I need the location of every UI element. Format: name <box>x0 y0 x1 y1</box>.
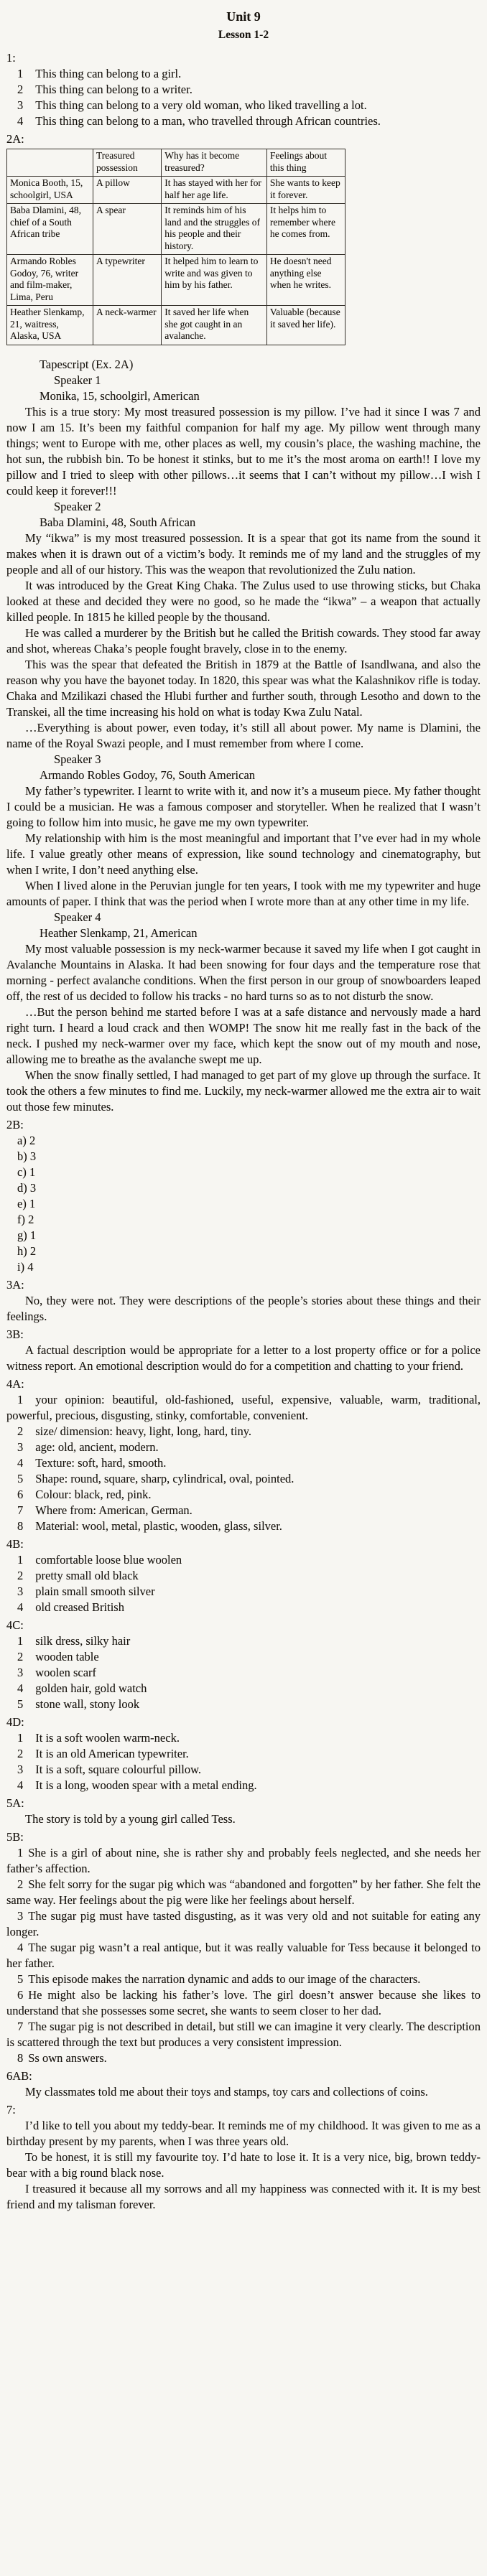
speaker-heading: Speaker 2 <box>54 499 101 513</box>
list-item <box>6 1730 481 1746</box>
paragraph: …But the person behind me started before I was at a safe distance and nervously made a hard right turn. I heard a loud crack and then WOMP! The snow hit me really fast in the back of the neck. I pushed my neck-warmer over my face, which kept the snow out of my mouth and nose, allowing me to breathe as the avalanche swept me up. <box>6 1004 481 1066</box>
list-item-text: This thing can belong to a very old woman, who liked travelling a lot. <box>35 98 367 112</box>
paragraph: My most valuable possession is my neck-warmer because it saved my life when I got caught in Avalanche Mountains in Alaska. It had been snowing for four days and the temperature rose that morning - perfect avalanche conditions. When the first person in our group of snowboarders leaped off, the rest of us decided to follow his tracks - no hard turns so as to not disturb the snow. <box>6 941 481 1003</box>
list-item <box>6 1762 481 1778</box>
list-item-text: This episode makes the narration dynamic and adds to our image of the characters. <box>28 1971 421 1986</box>
list-item <box>6 1600 481 1615</box>
list-item-text: Texture: soft, hard, smooth. <box>35 1455 167 1470</box>
table-cell: It has stayed with her for half her age life. <box>162 177 267 204</box>
list-item <box>6 82 481 98</box>
table-cell: A typewriter <box>93 255 162 306</box>
section-label: 1: <box>6 51 16 65</box>
list-item <box>6 1649 481 1665</box>
list-item-number: 4 <box>17 1940 24 1954</box>
list-item-number: 5 <box>17 1471 24 1485</box>
list-item-text: old creased British <box>35 1600 124 1614</box>
list-item-text: The sugar pig is not described in detail, but still we can imagine it very clearly. The description is scattered through the text but produces a very consistent impression. <box>6 2019 481 2049</box>
paragraph: My father’s typewriter. I learnt to write with it, and now it’s a museum piece. My father thought I could be a musician. He was a famous composer and storyteller. When he realized that I wasn’t going to follow him into music, he gave me my own typewriter. <box>6 783 481 829</box>
section-label: 5A: <box>6 1796 24 1810</box>
table-header-cell <box>7 149 93 177</box>
list-item-number: 7 <box>17 1503 24 1517</box>
list-item-text: plain small smooth silver <box>35 1584 155 1598</box>
list-item-text: your opinion: beautiful, old-fashioned, useful, expensive, valuable, warm, traditional, powerful, precious, disgusting, stinky, comfortable, convenient. <box>6 1392 481 1422</box>
paragraph: …Everything is about power, even today, it’s still all about power. My name is Dlamini, the name of the Royal Swazi people, and I must remember from where I come. <box>6 720 481 750</box>
table-row <box>7 255 345 306</box>
section-label: 5B: <box>6 1829 24 1844</box>
list-item <box>6 1971 481 1987</box>
list-item <box>6 1487 481 1503</box>
list-item <box>6 1424 481 1439</box>
section-label: 2B: <box>6 1117 24 1131</box>
list-item-number: 3 <box>17 1584 24 1598</box>
list-item-text: The sugar pig must have tasted disgusting, as it was very old and not suitable for eating any longer. <box>6 1908 481 1938</box>
speaker-name: Heather Slenkamp, 21, American <box>40 925 198 940</box>
list-item <box>6 1392 481 1424</box>
list-item-number: 4 <box>17 1600 24 1614</box>
section-label: 4A: <box>6 1376 24 1391</box>
answer-line: d) 3 <box>17 1180 37 1195</box>
list-item <box>6 1552 481 1568</box>
list-item <box>6 1681 481 1697</box>
list-item <box>6 1940 481 1971</box>
list-item <box>6 1908 481 1940</box>
table-cell: Armando Robles Godoy, 76, writer and film-maker, Lima, Peru <box>7 255 93 306</box>
section-label: 7: <box>6 2102 16 2117</box>
list-item-number: 2 <box>17 1746 24 1760</box>
list-item-text: It is a soft woolen warm-neck. <box>35 1730 180 1745</box>
table-row <box>7 204 345 255</box>
paragraph: When I lived alone in the Peruvian jungle for ten years, I took with me my typewriter and huge amounts of paper. I think that was the period when I wrote more than at any other time in my life. <box>6 878 481 908</box>
list-item <box>6 1746 481 1762</box>
list-item <box>6 1778 481 1793</box>
answer-line: b) 3 <box>17 1149 37 1163</box>
table-cell: It saved her life when she got caught in an avalanche. <box>162 306 267 345</box>
list-item-number: 2 <box>17 83 24 96</box>
list-item-text: silk dress, silky hair <box>35 1633 131 1648</box>
table-cell: A pillow <box>93 177 162 204</box>
list-item-number: 3 <box>17 1439 24 1454</box>
list-item <box>6 1697 481 1712</box>
list-item-text: This thing can belong to a writer. <box>35 83 193 96</box>
list-item-number: 1 <box>17 1633 24 1648</box>
list-item-number: 4 <box>17 1455 24 1470</box>
list-item-number: 8 <box>17 2050 24 2065</box>
section-label: 4B: <box>6 1536 24 1551</box>
list-item-text: Colour: black, red, pink. <box>35 1487 152 1501</box>
table-cell: Heather Slenkamp, 21, waitress, Alaska, USA <box>7 306 93 345</box>
list-item <box>6 1471 481 1487</box>
table-header-cell: Treasured possession <box>93 149 162 177</box>
list-item-number: 8 <box>17 1518 24 1533</box>
answer-line: c) 1 <box>17 1165 36 1179</box>
list-item-text: He might also be lacking his father’s love. The girl doesn’t answer because she likes to understand that she possesses some secret, she wants to seem closer to her dad. <box>6 1987 481 2017</box>
table-cell: She wants to keep it forever. <box>266 177 345 204</box>
section-label: 4D: <box>6 1714 24 1729</box>
list-item <box>6 2050 481 2066</box>
paragraph: This was the spear that defeated the British in 1879 at the Battle of Isandlwana, and also the reason why you have the bayonet today. In 1820, this spear was what the Kalashnikov rifle is today. Chaka and Mzilikazi chased the Hlubi further and further south, through Lesotho and down to the Transkei, all the time increasing his hold on what is today Kwa Zulu Natal. <box>6 657 481 719</box>
paragraph: He was called a murderer by the British but he called the British cowards. They stood far away and shot, whereas Chaka’s people fought bravely, close in to the enemy. <box>6 625 481 655</box>
paragraph: When the snow finally settled, I had managed to get part of my glove up through the surface. It took the others a few minutes to find me. Luckily, my neck-warmer allowed me the extra air to wait out those few minutes. <box>6 1068 481 1114</box>
speaker-heading: Speaker 3 <box>54 752 101 766</box>
list-item-text: Where from: American, German. <box>35 1503 193 1517</box>
list-item-number: 2 <box>17 1877 24 1891</box>
list-item-text: woolen scarf <box>35 1665 97 1679</box>
list-item <box>6 1455 481 1471</box>
answer-line: f) 2 <box>17 1212 34 1226</box>
list-item-number: 1 <box>17 1730 24 1745</box>
paragraph: This is a true story: My most treasured possession is my pillow. I’ve had it since I was 7 and now I am 15. It’s been my faithful companion for half my age. My pillow went through many things; went to Europe with me, other places as well, my cousin’s place, the washing machine, the hot sun, the rubbish bin. To be honest it stinks, but to me it’s the most aroma on earth!! I love my pillow and I tried to sleep with other pillows…it seems that I can’t without my pillow…I wish I could keep it forever!!! <box>6 404 481 498</box>
list-item-text: This thing can belong to a man, who travelled through African countries. <box>35 114 381 128</box>
paragraph: It was introduced by the Great King Chaka. The Zulus used to use throwing sticks, but Chaka looked at these and decided they were no good, so he made the “ikwa” – a weapon that actually killed people. In 1815 he killed people by the thousand. <box>6 578 481 624</box>
table-cell: Baba Dlamini, 48, chief of a South African tribe <box>7 204 93 255</box>
list-item-number: 1 <box>17 1392 24 1406</box>
list-item <box>6 2019 481 2050</box>
paragraph: My relationship with him is the most meaningful and important that I’ve ever had in my whole life. I value greatly other means of expression, like sound technology and cinematography, but when I write, I don’t need anything else. <box>6 831 481 877</box>
list-item-text: age: old, ancient, modern. <box>35 1439 159 1454</box>
list-item-number: 6 <box>17 1987 24 2002</box>
list-item-text: Material: wool, metal, plastic, wooden, glass, silver. <box>35 1518 282 1533</box>
list-item-text: golden hair, gold watch <box>35 1681 147 1695</box>
paragraph: I treasured it because all my sorrows and all my happiness was connected with it. It is my best friend and my talisman forever. <box>6 2181 481 2211</box>
list-item <box>6 1518 481 1534</box>
list-item <box>6 1665 481 1681</box>
speaker-name: Baba Dlamini, 48, South African <box>40 515 196 529</box>
list-item-text: It is a long, wooden spear with a metal ending. <box>35 1778 257 1792</box>
table-cell: It helped him to learn to write and was given to him by his father. <box>162 255 267 306</box>
list-item-number: 1 <box>17 1552 24 1567</box>
section-label: 6AB: <box>6 2068 32 2083</box>
list-item <box>6 1877 481 1908</box>
list-item-number: 2 <box>17 1568 24 1582</box>
list-item-number: 4 <box>17 114 24 128</box>
list-item-text: Shape: round, square, sharp, cylindrical, oval, pointed. <box>35 1471 294 1485</box>
spacer <box>6 347 481 357</box>
list-item <box>6 113 481 129</box>
list-item-number: 2 <box>17 1649 24 1663</box>
section-label: 3A: <box>6 1277 24 1292</box>
list-item-number: 6 <box>17 1487 24 1501</box>
possessions-table <box>6 149 345 345</box>
list-item-text: This thing can belong to a girl. <box>35 67 182 80</box>
answer-line: a) 2 <box>17 1133 36 1147</box>
list-item <box>6 1845 481 1877</box>
list-item-number: 1 <box>17 1845 24 1859</box>
speaker-name: Monika, 15, schoolgirl, American <box>40 388 200 403</box>
table-cell: He doesn't need anything else when he writes. <box>266 255 345 306</box>
section-label: 2A: <box>6 132 24 146</box>
list-item-number: 3 <box>17 1908 24 1923</box>
list-item-text: Ss own answers. <box>28 2050 107 2065</box>
list-item <box>6 1568 481 1584</box>
list-item-number: 4 <box>17 1681 24 1695</box>
list-item <box>6 98 481 113</box>
paragraph: The story is told by a young girl called Tess. <box>25 1811 236 1826</box>
list-item-text: It is a soft, square colourful pillow. <box>35 1762 202 1776</box>
list-item-number: 2 <box>17 1424 24 1438</box>
section-label: 4C: <box>6 1618 24 1632</box>
list-item <box>6 1633 481 1649</box>
list-item <box>6 1503 481 1518</box>
speaker-heading: Speaker 4 <box>54 910 101 924</box>
list-item-text: size/ dimension: heavy, light, long, hard, tiny. <box>35 1424 252 1438</box>
list-item-text: The sugar pig wasn’t a real antique, but it was really valuable for Tess because it belonged to her father. <box>6 1940 481 1970</box>
list-item-number: 4 <box>17 1778 24 1792</box>
table-cell: Monica Booth, 15, schoolgirl, USA <box>7 177 93 204</box>
lesson-subtitle: Lesson 1-2 <box>218 29 269 41</box>
list-item-text: pretty small old black <box>35 1568 139 1582</box>
table-cell: It helps him to remember where he comes from. <box>266 204 345 255</box>
list-item <box>6 1439 481 1455</box>
paragraph: My “ikwa” is my most treasured possession. It is a spear that got its name from the sound it makes when it is drawn out of a victim’s body. It reminds me of my land and the struggles of my people and all of our history. This was the weapon that revolutionized the Zulu nation. <box>6 531 481 577</box>
speaker-name: Armando Robles Godoy, 76, South American <box>40 767 256 782</box>
list-item-number: 3 <box>17 98 24 112</box>
list-item <box>6 1584 481 1600</box>
table-row <box>7 306 345 345</box>
paragraph: A factual description would be appropriate for a letter to a lost property office or for a police witness report. An emotional description would do for a competition and chatting to your friend. <box>6 1343 481 1373</box>
list-item-number: 5 <box>17 1971 24 1986</box>
paragraph: I’d like to tell you about my teddy-bear. It reminds me of my childhood. It was given to me as a birthday present by my parents, when I was three years old. <box>6 2118 481 2148</box>
table-header-row <box>7 149 345 177</box>
list-item-text: wooden table <box>35 1649 99 1663</box>
answer-line: i) 4 <box>17 1259 34 1274</box>
paragraph: No, they were not. They were descriptions of the people’s stories about these things and their feelings. <box>6 1293 481 1323</box>
answer-line: e) 1 <box>17 1196 36 1210</box>
table-cell: It reminds him of his land and the struggles of his people and their history. <box>162 204 267 255</box>
paragraph: To be honest, it is still my favourite toy. I’d hate to lose it. It is a very nice, big, brown teddy-bear with a big round black nose. <box>6 2150 481 2180</box>
list-item-number: 1 <box>17 67 24 80</box>
table-header-cell: Feelings about this thing <box>266 149 345 177</box>
table-cell: A neck-warmer <box>93 306 162 345</box>
list-item-text: She is a girl of about nine, she is rather shy and probably feels neglected, and she needs her father’s affection. <box>6 1845 481 1875</box>
tapescript-heading: Tapescript (Ex. 2A) <box>40 357 134 371</box>
list-item <box>6 66 481 82</box>
paragraph: My classmates told me about their toys and stamps, toy cars and collections of coins. <box>25 2084 428 2099</box>
table-row <box>7 177 345 204</box>
answer-line: h) 2 <box>17 1243 37 1258</box>
list-item-number: 7 <box>17 2019 24 2033</box>
section-label: 3B: <box>6 1327 24 1341</box>
answer-line: g) 1 <box>17 1228 37 1242</box>
list-item-number: 5 <box>17 1697 24 1711</box>
list-item-text: stone wall, stony look <box>35 1697 140 1711</box>
list-item-number: 3 <box>17 1665 24 1679</box>
unit-title: Unit 9 <box>226 9 261 24</box>
list-item-text: comfortable loose blue woolen <box>35 1552 182 1567</box>
list-item-text: She felt sorry for the sugar pig which was “abandoned and forgotten” by her father. She felt the same way. Her feelings about the pig were like her feelings about herself. <box>6 1877 481 1907</box>
speaker-heading: Speaker 1 <box>54 373 101 387</box>
table-cell: A spear <box>93 204 162 255</box>
table-header-cell: Why has it become treasured? <box>162 149 267 177</box>
table-cell: Valuable (because it saved her life). <box>266 306 345 345</box>
document-body <box>6 50 481 2213</box>
list-item-text: It is an old American typewriter. <box>35 1746 189 1760</box>
list-item-number: 3 <box>17 1762 24 1776</box>
list-item <box>6 1987 481 2019</box>
